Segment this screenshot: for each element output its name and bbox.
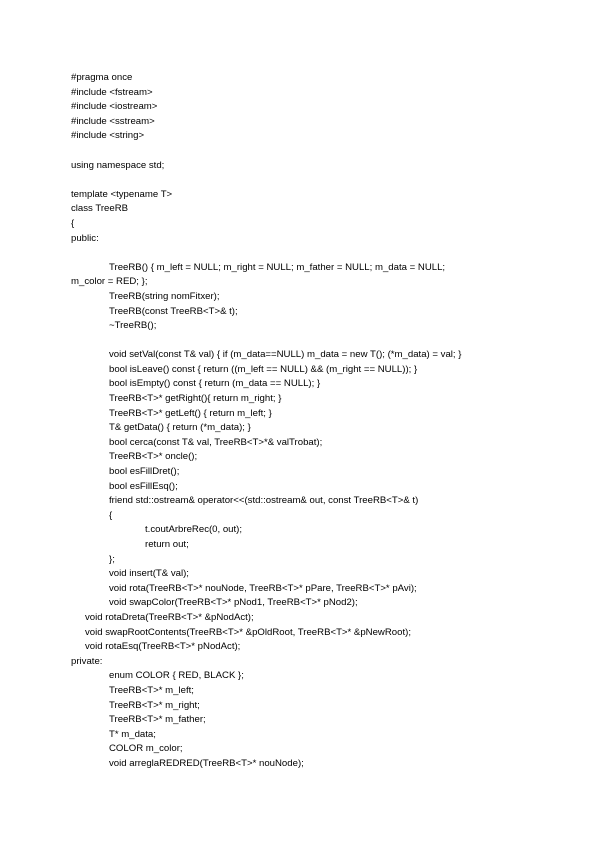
code-line: bool esFillEsq();: [109, 480, 178, 492]
blank-line: [0, 144, 600, 159]
code-line: void insert(T& val);: [109, 568, 189, 580]
code-line: TreeRB<T>* m_left;: [109, 684, 194, 696]
code-line: enum COLOR { RED, BLACK };: [109, 670, 244, 682]
code-line: m_color = RED; };: [71, 276, 148, 288]
code-line: public:: [71, 232, 99, 244]
code-line: bool cerca(const T& val, TreeRB<T>*& valTrobat);: [109, 436, 323, 448]
code-line: #include <fstream>: [71, 86, 153, 98]
code-line: {: [109, 509, 113, 521]
code-line: void swapColor(TreeRB<T>* pNod1, TreeRB<T>* pNod2);: [109, 597, 358, 609]
code-line: void arreglaREDRED(TreeRB<T>* nouNode);: [109, 757, 304, 769]
code-line: return out;: [145, 539, 189, 550]
blank-line: [0, 173, 600, 188]
code-line: TreeRB() { m_left = NULL; m_right = NULL; m_father = NULL; m_data = NULL;: [109, 261, 446, 273]
code-line: private:: [71, 655, 103, 667]
code-line: TreeRB<T>* m_father;: [109, 714, 206, 726]
code-line: };: [109, 553, 115, 565]
code-line: T* m_data;: [109, 728, 156, 740]
code-listing: [0, 71, 600, 772]
code-line: t.coutArbreRec(0, out);: [145, 524, 243, 536]
blank-line: [0, 334, 600, 349]
code-line: TreeRB<T>* m_right;: [109, 699, 200, 711]
code-line: void rotaEsq(TreeRB<T>* pNodAct);: [85, 641, 241, 653]
code-line: TreeRB<T>* getRight(){ return m_right; }: [109, 393, 282, 405]
code-line: TreeRB(string nomFitxer);: [109, 290, 220, 302]
code-line: #include <sstream>: [71, 115, 155, 127]
code-line: void rotaDreta(TreeRB<T>* &pNodAct);: [85, 611, 254, 623]
code-line: #pragma once: [71, 72, 133, 83]
code-line: bool isLeave() const { return ((m_left == NULL) && (m_right == NULL)); }: [109, 363, 418, 375]
code-line: #include <string>: [71, 130, 145, 142]
code-line: bool isEmpty() const { return (m_data == NULL); }: [109, 378, 321, 390]
code-line: void rota(TreeRB<T>* nouNode, TreeRB<T>* pPare, TreeRB<T>* pAvi);: [109, 582, 417, 594]
code-line: void swapRootContents(TreeRB<T>* &pOldRoot, TreeRB<T>* &pNewRoot);: [85, 626, 411, 638]
code-line: TreeRB<T>* oncle();: [109, 451, 198, 463]
code-line: using namespace std;: [71, 159, 165, 171]
code-line: template <typename T>: [71, 188, 173, 200]
code-line: COLOR m_color;: [109, 743, 183, 755]
code-line: void setVal(const T& val) { if (m_data==NULL) m_data = new T(); (*m_data) = val; }: [109, 349, 462, 361]
code-line: T& getData() { return (*m_data); }: [109, 422, 251, 434]
blank-line: [0, 246, 600, 261]
code-line: #include <iostream>: [71, 101, 158, 113]
code-line: friend std::ostream& operator<<(std::ostream& out, const TreeRB<T>& t): [109, 495, 419, 507]
code-line: {: [71, 217, 75, 229]
code-line: TreeRB(const TreeRB<T>& t);: [109, 305, 238, 317]
code-line: TreeRB<T>* getLeft() { return m_left; }: [109, 407, 272, 419]
code-line: ~TreeRB();: [109, 320, 157, 332]
code-line: class TreeRB: [71, 203, 129, 215]
code-line: bool esFillDret();: [109, 466, 180, 478]
